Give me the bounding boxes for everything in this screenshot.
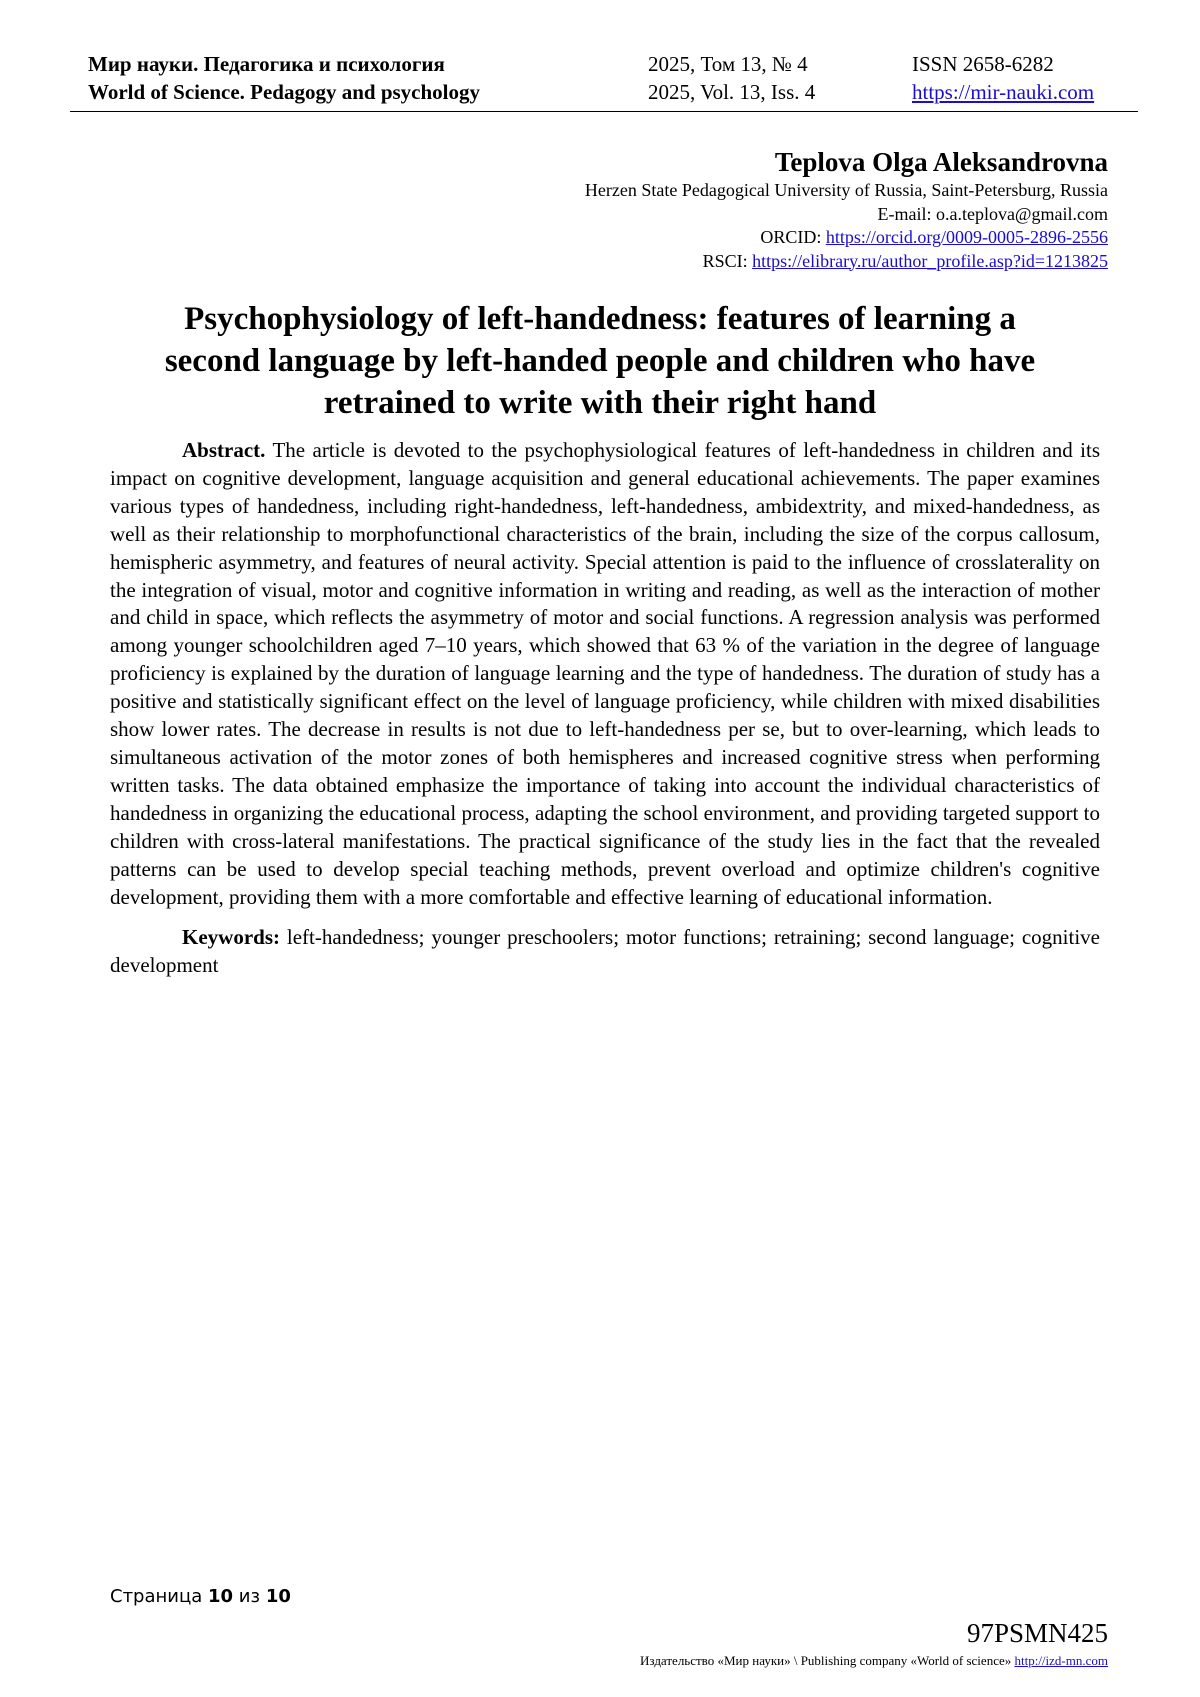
author-orcid — [585, 226, 1108, 250]
page-number — [110, 1586, 291, 1607]
page-total: 10 — [265, 1586, 291, 1607]
title-line: Psychophysiology of left-handedness: features of learning a — [184, 301, 1016, 337]
page-prefix: Страница — [110, 1586, 203, 1607]
page-separator: из — [238, 1586, 261, 1607]
author-block — [585, 145, 1108, 273]
issue-ru: 2025, Том 13, № 4 — [648, 52, 808, 76]
rsci-link[interactable]: https://elibrary.ru/author_profile.asp?id=1213825 — [752, 250, 1108, 271]
author-rsci — [585, 250, 1108, 274]
orcid-link[interactable]: https://orcid.org/0009-0005-2896-2556 — [825, 227, 1108, 247]
paper-title — [100, 298, 1100, 424]
abstract-section — [110, 437, 1100, 980]
issn-column — [912, 50, 1094, 106]
abstract-text: The article is devoted to the psychophysiological features of left-handedness in children and its impact on cognitive development, language acquisition and general educational achievements. The paper examines various types of handedness, including right-handedness, left-handedness, ambidextrity, and mixed-handedness, as well as their relationship to morphofunctional characteristics of the brain, including the size of the corpus callosum, hemispheric asymmetry, and features of neural activity. Special attention is paid to the influence of crosslaterality on the integration of visual, motor and cognitive information in writing and reading, as well as the interaction of mother and child in space, which reflects the asymmetry of motor and social functions. A regression analysis was performed among younger schoolchildren aged 7–10 years, which showed that 63 % of the variation in the degree of language proficiency is explained by the duration of language learning and the type of handedness. The duration of study has a positive and statistically significant effect on the level of language proficiency, while children with mixed disabilities show lower rates. The decrease in results is not due to left-handedness per se, but to over-learning, which leads to simultaneous activation of the motor zones of both hemispheres and increased cognitive stress when performing written tasks. The data obtained emphasize the importance of taking into account the individual characteristics of handedness in organizing the educational process, adapting the school environment, and providing targeted support to children with cross-lateral manifestations. The practical significance of the study lies in the fact that the revealed patterns can be used to develop special teaching methods, prevent overload and optimize children's cognitive development, providing them with a more comfortable and effective learning of educational information. — [110, 438, 1100, 909]
rsci-label: RSCI: — [702, 250, 748, 271]
publisher-line — [640, 1653, 1108, 1669]
publisher-link[interactable]: http://izd-mn.com — [1014, 1653, 1108, 1668]
abstract-label: Abstract. — [182, 438, 266, 462]
author-email: E-mail: o.a.teplova@gmail.com — [877, 203, 1108, 224]
keywords-text: left-handedness; younger preschoolers; motor functions; retraining; second language; cognitive development — [110, 925, 1101, 978]
abstract-paragraph — [110, 437, 1100, 911]
issue-en: 2025, Vol. 13, Iss. 4 — [648, 80, 816, 104]
title-line: second language by left-handed people and children who have — [164, 343, 1036, 379]
journal-name-column — [88, 50, 480, 106]
author-name: Teplova Olga Aleksandrovna — [774, 147, 1108, 177]
keywords-paragraph — [110, 924, 1100, 980]
journal-name-en: World of Science. Pedagogy and psychology — [88, 80, 481, 104]
author-affiliation: Herzen State Pedagogical University of Russia, Saint-Petersburg, Russia — [584, 180, 1108, 200]
journal-header — [88, 50, 1140, 110]
journal-name-ru: Мир науки. Педагогика и психология — [88, 52, 445, 76]
journal-site-link[interactable]: https://mir-nauki.com — [912, 80, 1095, 104]
issn: ISSN 2658-6282 — [912, 52, 1054, 76]
orcid-label: ORCID: — [760, 227, 822, 247]
page-current: 10 — [208, 1586, 234, 1607]
title-line: retrained to write with their right hand — [323, 385, 877, 421]
article-code: 97PSMN425 — [966, 1618, 1108, 1648]
keywords-label: Keywords: — [182, 925, 280, 950]
header-divider — [70, 111, 1138, 112]
issue-column — [648, 50, 815, 106]
publisher-text: Издательство «Мир науки» \ Publishing company «World of science» — [640, 1653, 1012, 1668]
